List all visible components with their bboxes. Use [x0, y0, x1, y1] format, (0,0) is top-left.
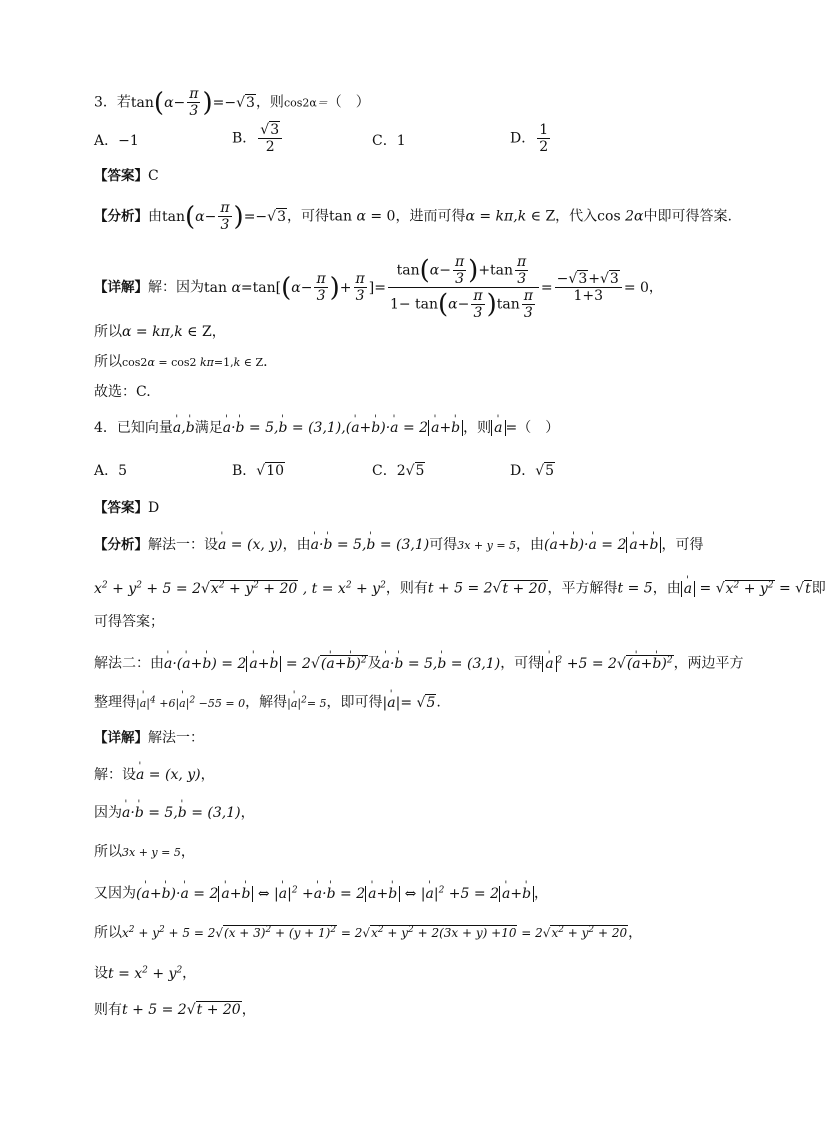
q3-option-d: D． $\frac{1}{2}$ — [510, 122, 549, 155]
q4-step-4: 又因为(' a+' b)·' a = 2' a+' b ⇔ |' $a|^2$ +' a·' b = 2' a+' b ⇔ |' $a|^2 +5 = 2'$ a+' b ， — [94, 880, 548, 904]
q3-stem-text: 若 — [116, 94, 131, 111]
q3-stem-formula: tan(α− $\frac{\pi}{3}$ )=−√3 — [130, 86, 255, 119]
q4-option-c: C．2√5 — [372, 463, 425, 479]
q3-target: cos2α＝ — [283, 96, 328, 110]
q3-conclusion: 故选：C. — [94, 384, 151, 400]
q4-analysis-cont: $x^2 + y^2 + 5 = 2√x^2 + y^2 + 20$ , $t = x^2 + y^2$，则有t + 5 = 2√t + 20，平方解得t = 5，由' $a = √x^2 + y^2 = √t$即 — [94, 575, 826, 599]
q4-stem: 4．已知向量' a,' b满足' a·' b = 5,' b = (3,1),(' a+' b)·' a = 2' a+' b ，则' a =（ ） — [94, 418, 559, 438]
q4-number: 4． — [94, 420, 117, 436]
q4-step-7: 则有t + 5 = 2√t + 20， — [94, 1002, 256, 1018]
q3-option-c: C．1 — [372, 133, 406, 149]
q4-step-2: 因为' a·' b = 5,' b = (3,1)， — [94, 803, 255, 823]
q3-option-b: B． $\frac{√3}{2}$ — [232, 122, 284, 155]
q4-detail: 【详解】解法一： — [94, 730, 204, 746]
q3-detail: 【详解】解：因为tan α=tan[(α− $\frac{\pi}{3}$ )+ $\frac{\pi}{3}$ ]= tan(α− $\frac{\pi}{3}$ )+tan $\frac{\pi}{3}$ 1− tan(α− $\frac{\pi}{3}$ )tan $\frac{\pi}{3}$ = $\frac{-√3+√3}{1+3}$ = 0， — [94, 254, 663, 321]
q4-analysis: 【分析】解法一：设' a = (x, y)，由' a·' b = 5,' b = (3,1)可得3x + y = 5，由(' a+' b)·' a = 2' a+' b ，可得 — [94, 535, 703, 556]
q4-step-1: 解：设' a = (x, y)， — [94, 765, 215, 785]
q4-option-a: A．5 — [94, 463, 128, 479]
q3-step-2: 所以α = kπ,k ∈ Z， — [94, 324, 226, 340]
q4-option-b: B．√10 — [232, 463, 285, 479]
q3-stem — [94, 86, 370, 119]
q4-answer: 【答案】D — [94, 500, 160, 516]
q4-option-d: D．√5 — [510, 463, 555, 479]
q3-option-a: A．−1 — [94, 133, 139, 149]
q4-analysis-end: 可得答案； — [94, 614, 164, 630]
q4-step-5: 所以$x^2 + y^2 + 5 = 2√(x + 3)^2 + (y + 1)^2 = 2√x^2 + y^2 + 2(3x + y) +10 = 2√x^2 + y^2 + 20$， — [94, 925, 643, 941]
q3-step-3: 所以cos2α = cos2 kπ=1,k ∈ Z. — [94, 354, 268, 370]
q3-stem-text-2: ，则 — [255, 94, 284, 111]
q4-step-6: 设$t = x^2 + y^2$， — [94, 965, 197, 982]
q3-answer: 【答案】C — [94, 168, 159, 184]
q4-step-3: 所以3x + y = 5， — [94, 844, 195, 860]
q4-method-2-cont: 整理得|' $a|^4 +6|'$ $a|^2 -55 = 0$，解得|' $a|^2= 5$，即可得|' a|= √5. — [94, 690, 441, 714]
q3-blank: （ ） — [327, 94, 370, 111]
q3-analysis: 【分析】由tan(α− $\frac{\pi}{3}$ )=−√3，可得tan α = 0，进而可得α = kπ,k ∈ Z，代入cos 2α中即可得答案. — [94, 200, 732, 233]
q3-number: 3． — [94, 94, 117, 111]
q4-method-2: 解法二：由' a·(' a+' b) = 2' a+' b = 2√(' a+' b)$^2$及' a·' b = 5,' b = (3,1)，可得' a $^2$ +5 = 2√(' a+' b)$^2$，两边平方 — [94, 650, 744, 674]
